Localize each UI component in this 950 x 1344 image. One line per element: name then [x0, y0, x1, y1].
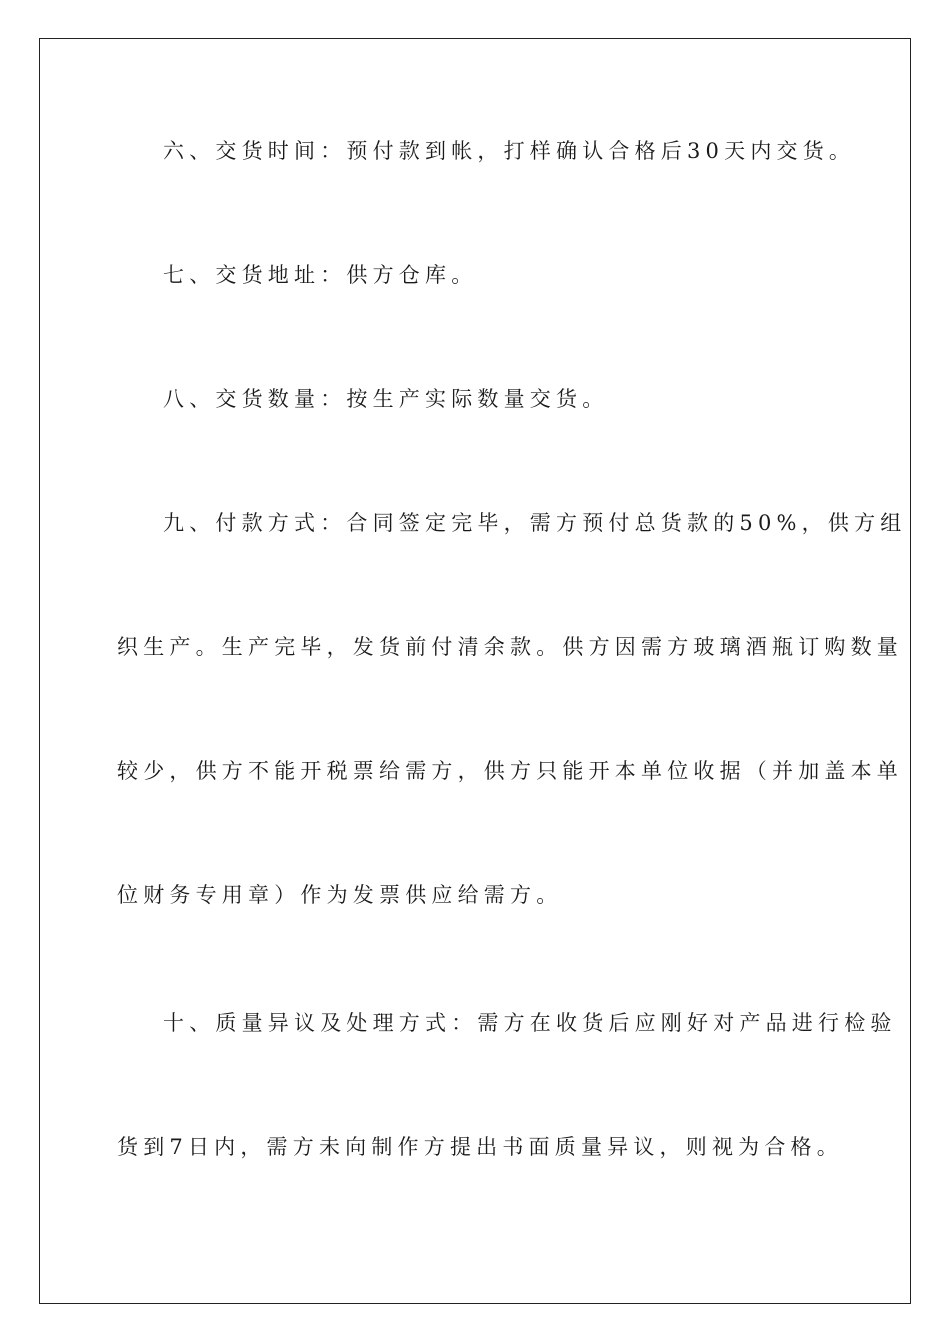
clause-9-payment-line-1: 九、付款方式：合同签定完毕，需方预付总货款的50%，供方组	[163, 511, 907, 535]
clause-9-payment-line-3: 较少，供方不能开税票给需方，供方只能开本单位收据（并加盖本单	[117, 759, 903, 783]
clause-10-quality-line-1: 十、质量异议及处理方式：需方在收货后应刚好对产品进行检验	[163, 1011, 897, 1035]
clause-9-payment-line-2: 织生产。生产完毕，发货前付清余款。供方因需方玻璃酒瓶订购数量	[117, 635, 903, 659]
page-border	[39, 38, 911, 1304]
clause-9-payment-line-4: 位财务专用章）作为发票供应给需方。	[117, 883, 563, 907]
clause-10-quality-line-2: 货到7日内，需方未向制作方提出书面质量异议，则视为合格。	[117, 1135, 843, 1159]
clause-8-delivery-quantity: 八、交货数量：按生产实际数量交货。	[163, 387, 609, 411]
clause-7-delivery-address: 七、交货地址：供方仓库。	[163, 263, 478, 287]
clause-6-delivery-time: 六、交货时间：预付款到帐，打样确认合格后30天内交货。	[163, 139, 856, 163]
